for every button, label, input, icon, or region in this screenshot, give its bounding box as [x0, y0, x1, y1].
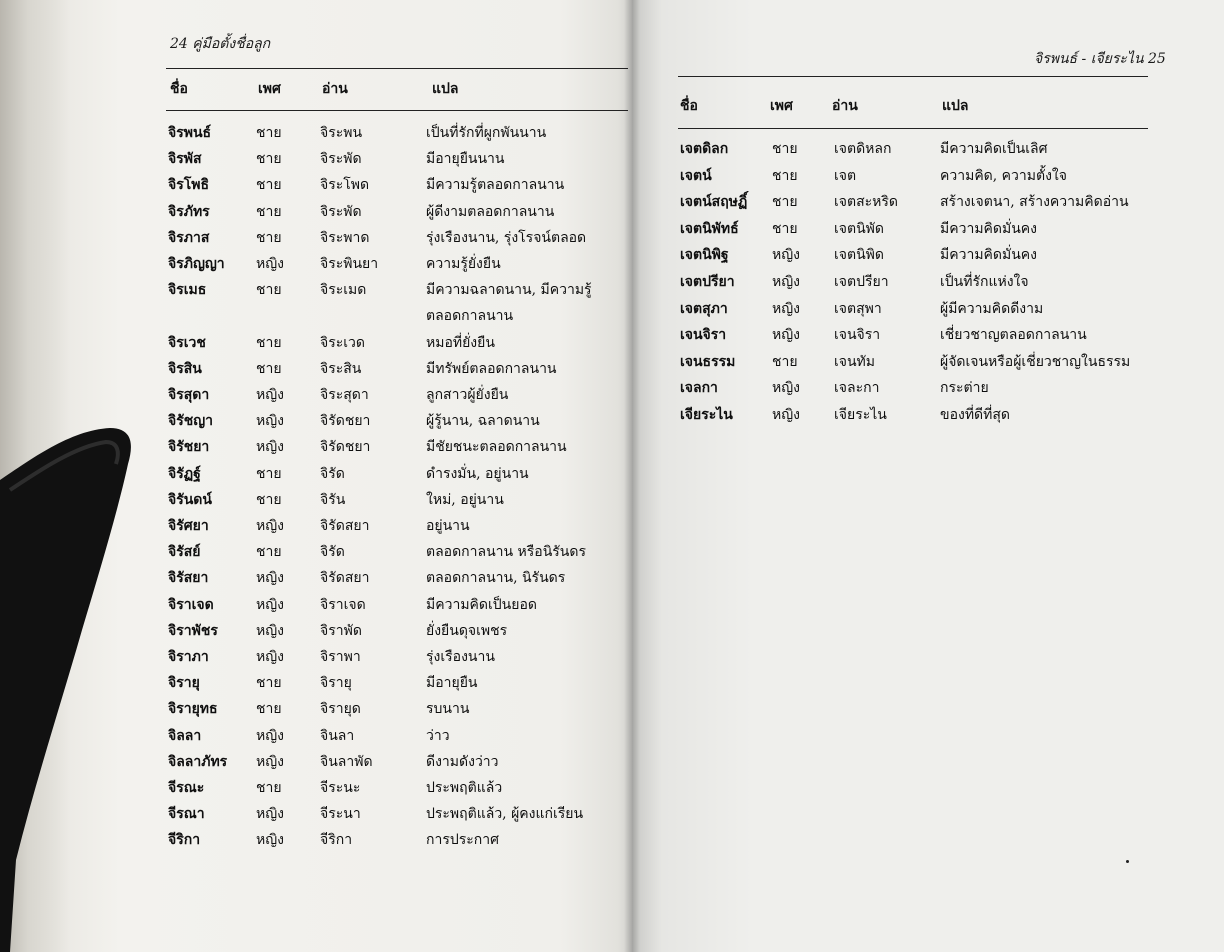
entry-reading: เจตปรียา [834, 274, 889, 290]
entry-gender: หญิง [256, 649, 284, 665]
entry-meaning: ตลอดกาลนาน, นิรันดร [426, 570, 566, 587]
entry-name: จิรพัส [168, 151, 202, 168]
entry-reading: เจตสุพา [834, 300, 882, 317]
col-header-reading: อ่าน [832, 98, 858, 114]
col-header-gender: เพศ [770, 98, 793, 114]
entry-meaning: ผู้มีความคิดดีงาม [940, 300, 1044, 317]
entry-reading: เจนทัม [834, 353, 876, 370]
entry-reading: จิระเวด [320, 334, 365, 351]
entry-reading: จีริกา [320, 832, 353, 849]
entry-name: จิรสิน [168, 360, 202, 377]
entry-meaning: ความรู้ยั่งยืน [426, 256, 501, 272]
entry-gender: ชาย [256, 177, 282, 194]
entry-gender: ชาย [256, 780, 282, 796]
entry-reading: จิระพน [320, 125, 363, 141]
entry-reading: จิรายุด [320, 701, 361, 718]
entry-gender: ชาย [772, 220, 798, 237]
entry-name: จิรัชญา [168, 413, 214, 430]
entry-gender: หญิง [772, 274, 800, 290]
entry-reading: เจียระไน [834, 407, 887, 423]
entry-name: จิรพนธ์ [168, 125, 212, 141]
entry-gender: ชาย [256, 360, 282, 377]
entry-gender: หญิง [772, 247, 800, 264]
entry-name: เจตสุภา [680, 300, 728, 317]
entry-name: เจตน์สฤษฏิ์ [680, 194, 748, 211]
entry-name: จิรัฏฐ์ [168, 465, 201, 482]
entry-reading: จิระพัด [320, 151, 362, 168]
entry-gender: ชาย [772, 353, 798, 370]
entry-meaning: ผู้รู้นาน, ฉลาดนาน [426, 413, 540, 430]
entry-name: เจตนิพิฐ [680, 247, 729, 264]
entry-meaning: ดำรงมั่น, อยู่นาน [426, 465, 529, 482]
entry-meaning: มีชัยชนะตลอดกาลนาน [426, 439, 567, 456]
entry-name: เจนธรรม [680, 353, 736, 370]
ink-speck [1126, 860, 1129, 863]
entry-reading: เจนจิรา [834, 327, 881, 344]
entry-reading: เจตนิพิด [834, 247, 884, 264]
entry-name: เจตน์ [680, 167, 712, 184]
entry-reading: เจละกา [834, 380, 880, 397]
entry-name: จิราเจด [168, 596, 214, 613]
entry-gender: หญิง [256, 806, 284, 823]
entry-name: จิลลาภัทร [168, 753, 228, 770]
entry-gender: ชาย [256, 701, 282, 718]
entry-reading: จิรัด [320, 465, 345, 482]
entry-gender: หญิง [256, 439, 284, 456]
entry-gender: หญิง [772, 327, 800, 344]
entry-reading: จิรัดสยา [320, 570, 370, 587]
entry-name: จิราภา [168, 649, 209, 665]
entry-name: จิรเมธ [168, 282, 207, 299]
entry-meaning: กระต่าย [940, 380, 989, 397]
entry-gender: หญิง [256, 596, 284, 613]
entry-reading: จิราพัด [320, 622, 362, 639]
col-header-meaning: แปล [942, 98, 969, 114]
header-rule-bottom [166, 110, 628, 111]
entry-meaning: ผู้จัดเจนหรือผู้เชี่ยวชาญในธรรม [940, 353, 1131, 370]
entry-name: จิรเวช [168, 334, 206, 351]
entry-gender: หญิง [256, 622, 284, 639]
right-page-header: จิรพนธ์ - เจียระไน 25 [1034, 51, 1166, 67]
entry-reading: จิรัด [320, 544, 345, 561]
header-rule-top [678, 76, 1148, 77]
entry-gender: หญิง [256, 570, 284, 587]
entry-meaning: รบนาน [426, 701, 470, 718]
col-header-name: ชื่อ [680, 98, 698, 114]
entry-reading: เจตนิพัด [834, 220, 884, 237]
entry-meaning: การประกาศ [426, 832, 500, 849]
book-gutter [624, 0, 640, 952]
entry-gender: หญิง [772, 380, 800, 397]
entry-name: จิรัสย์ [168, 544, 201, 561]
entry-meaning: สร้างเจตนา, สร้างความคิดอ่าน [940, 194, 1129, 211]
entry-reading: จิรัดชยา [320, 439, 371, 456]
entry-meaning: มีอายุยืน [426, 675, 478, 692]
entry-name: จิรภาส [168, 229, 210, 246]
col-header-gender: เพศ [258, 81, 281, 97]
entry-reading: จิระพาด [320, 229, 370, 246]
entry-gender: หญิง [772, 300, 800, 317]
entry-gender: ชาย [256, 151, 282, 168]
entry-gender: หญิง [256, 518, 284, 534]
entry-meaning: มีทรัพย์ตลอดกาลนาน [426, 360, 557, 377]
entry-meaning: ประพฤติแล้ว [426, 780, 503, 796]
entry-name: จิรายุทธ [168, 701, 218, 718]
left-page-header: 24 คู่มือตั้งชื่อลูก [170, 36, 271, 52]
col-header-name: ชื่อ [170, 81, 188, 97]
entry-meaning: รุ่งเรืองนาน, รุ่งโรจน์ตลอด [426, 229, 587, 246]
entry-name: เจนจิรา [680, 327, 727, 344]
entry-gender: หญิง [256, 413, 284, 430]
entry-reading: จิระโพด [320, 177, 370, 194]
entry-meaning: ความคิด, ความตั้งใจ [940, 167, 1067, 184]
entry-reading: จิรัดชยา [320, 413, 371, 430]
col-header-meaning: แปล [432, 81, 459, 97]
entry-name: จิรภัทร [168, 203, 210, 220]
entry-meaning: ของที่ดีที่สุด [940, 407, 1010, 423]
entry-reading: จิระสิน [320, 360, 362, 377]
entry-reading: เจตสะหริด [834, 194, 898, 211]
entry-gender: ชาย [256, 229, 282, 246]
entry-reading: จีระนะ [320, 780, 361, 796]
entry-gender: ชาย [256, 334, 282, 351]
entry-reading: เจต [834, 167, 857, 184]
entry-meaning: เป็นที่รักที่ผูกพันนาน [426, 125, 547, 141]
entry-meaning: มีอายุยืนนาน [426, 151, 505, 168]
entry-name: เจตนิพัทธ์ [680, 220, 739, 237]
entry-gender: ชาย [772, 194, 798, 211]
entry-name: เจลกา [680, 380, 718, 397]
entry-meaning: หมอที่ยั่งยืน [426, 334, 495, 351]
entry-meaning: มีความคิดมั่นคง [940, 247, 1038, 264]
entry-name: จิรโพธิ [168, 177, 210, 194]
entry-gender: หญิง [256, 753, 284, 770]
entry-gender: หญิง [772, 407, 800, 423]
entry-reading: จิรัดสยา [320, 518, 370, 534]
entry-meaning: รุ่งเรืองนาน [426, 649, 495, 665]
entry-gender: ชาย [256, 675, 282, 692]
entry-reading: จิระพัด [320, 203, 362, 220]
entry-reading: จิราพา [320, 649, 361, 665]
col-header-reading: อ่าน [322, 81, 348, 97]
entry-reading: จิระเมด [320, 282, 367, 299]
entry-name: เจตปรียา [680, 274, 735, 290]
entry-meaning: เป็นที่รักแห่งใจ [940, 274, 1029, 290]
right-page [632, 0, 1224, 952]
header-rule-top [166, 68, 628, 69]
entry-name: เจตดิลก [680, 141, 729, 157]
entry-name: จิรัชยา [168, 439, 210, 456]
entry-reading: เจตดิหลก [834, 141, 892, 157]
entry-name: จีรณะ [168, 780, 205, 796]
entry-reading: จิรายุ [320, 675, 352, 692]
entry-meaning: ใหม่, อยู่นาน [426, 491, 504, 508]
entry-meaning: ลูกสาวผู้ยั่งยืน [426, 387, 509, 403]
entry-gender: ชาย [256, 544, 282, 561]
entry-meaning: ผู้ดีงามตลอดกาลนาน [426, 203, 555, 220]
entry-meaning: มีความฉลาดนาน, มีความรู้ [426, 282, 592, 299]
entry-reading: จิรัน [320, 491, 346, 508]
thumb-shadow [0, 420, 170, 952]
entry-meaning: ตลอดกาลนาน หรือนิรันดร [426, 544, 586, 561]
entry-name: จิราพัชร [168, 622, 218, 639]
entry-gender: ชาย [772, 167, 798, 184]
entry-reading: จิราเจด [320, 596, 366, 613]
entry-reading: จินลาพัด [320, 753, 373, 770]
entry-name: เจียระไน [680, 407, 733, 423]
header-rule-bottom [678, 128, 1148, 129]
entry-name: จิรายุ [168, 675, 200, 692]
entry-reading: จินลา [320, 727, 355, 744]
entry-gender: หญิง [256, 387, 284, 403]
entry-gender: ชาย [256, 282, 282, 299]
entry-gender: หญิง [256, 727, 284, 744]
entry-reading: จีระนา [320, 806, 361, 823]
entry-meaning: อยู่นาน [426, 518, 470, 534]
entry-name: จีริกา [168, 832, 201, 849]
entry-meaning-continued: ตลอดกาลนาน [426, 308, 514, 325]
entry-name: จิรันดน์ [168, 491, 212, 508]
entry-name: จิรสุดา [168, 387, 210, 403]
entry-gender: ชาย [256, 465, 282, 482]
entry-meaning: ยั่งยืนดุจเพชร [426, 622, 508, 639]
entry-meaning: เชี่ยวชาญตลอดกาลนาน [940, 327, 1087, 344]
entry-meaning: มีความคิดเป็นเลิศ [940, 141, 1048, 157]
entry-name: จิรัสยา [168, 570, 209, 587]
entry-meaning: ว่าว [426, 727, 450, 744]
entry-name: จิรัศยา [168, 518, 209, 534]
entry-meaning: ดีงามดังว่าว [426, 753, 499, 770]
entry-gender: ชาย [772, 141, 798, 157]
entry-meaning: ประพฤติแล้ว, ผู้คงแก่เรียน [426, 806, 584, 823]
entry-meaning: มีความรู้ตลอดกาลนาน [426, 177, 565, 194]
entry-gender: หญิง [256, 832, 284, 849]
entry-gender: ชาย [256, 125, 282, 141]
entry-gender: หญิง [256, 256, 284, 272]
entry-meaning: มีความคิดมั่นคง [940, 220, 1038, 237]
entry-meaning: มีความคิดเป็นยอด [426, 596, 537, 613]
entry-reading: จิระพินยา [320, 256, 379, 272]
entry-name: จิรภิญญา [168, 256, 225, 272]
entry-reading: จิระสุดา [320, 387, 369, 403]
entry-gender: ชาย [256, 203, 282, 220]
entry-gender: ชาย [256, 491, 282, 508]
entry-name: จีรณา [168, 806, 205, 823]
entry-name: จิลลา [168, 727, 202, 744]
